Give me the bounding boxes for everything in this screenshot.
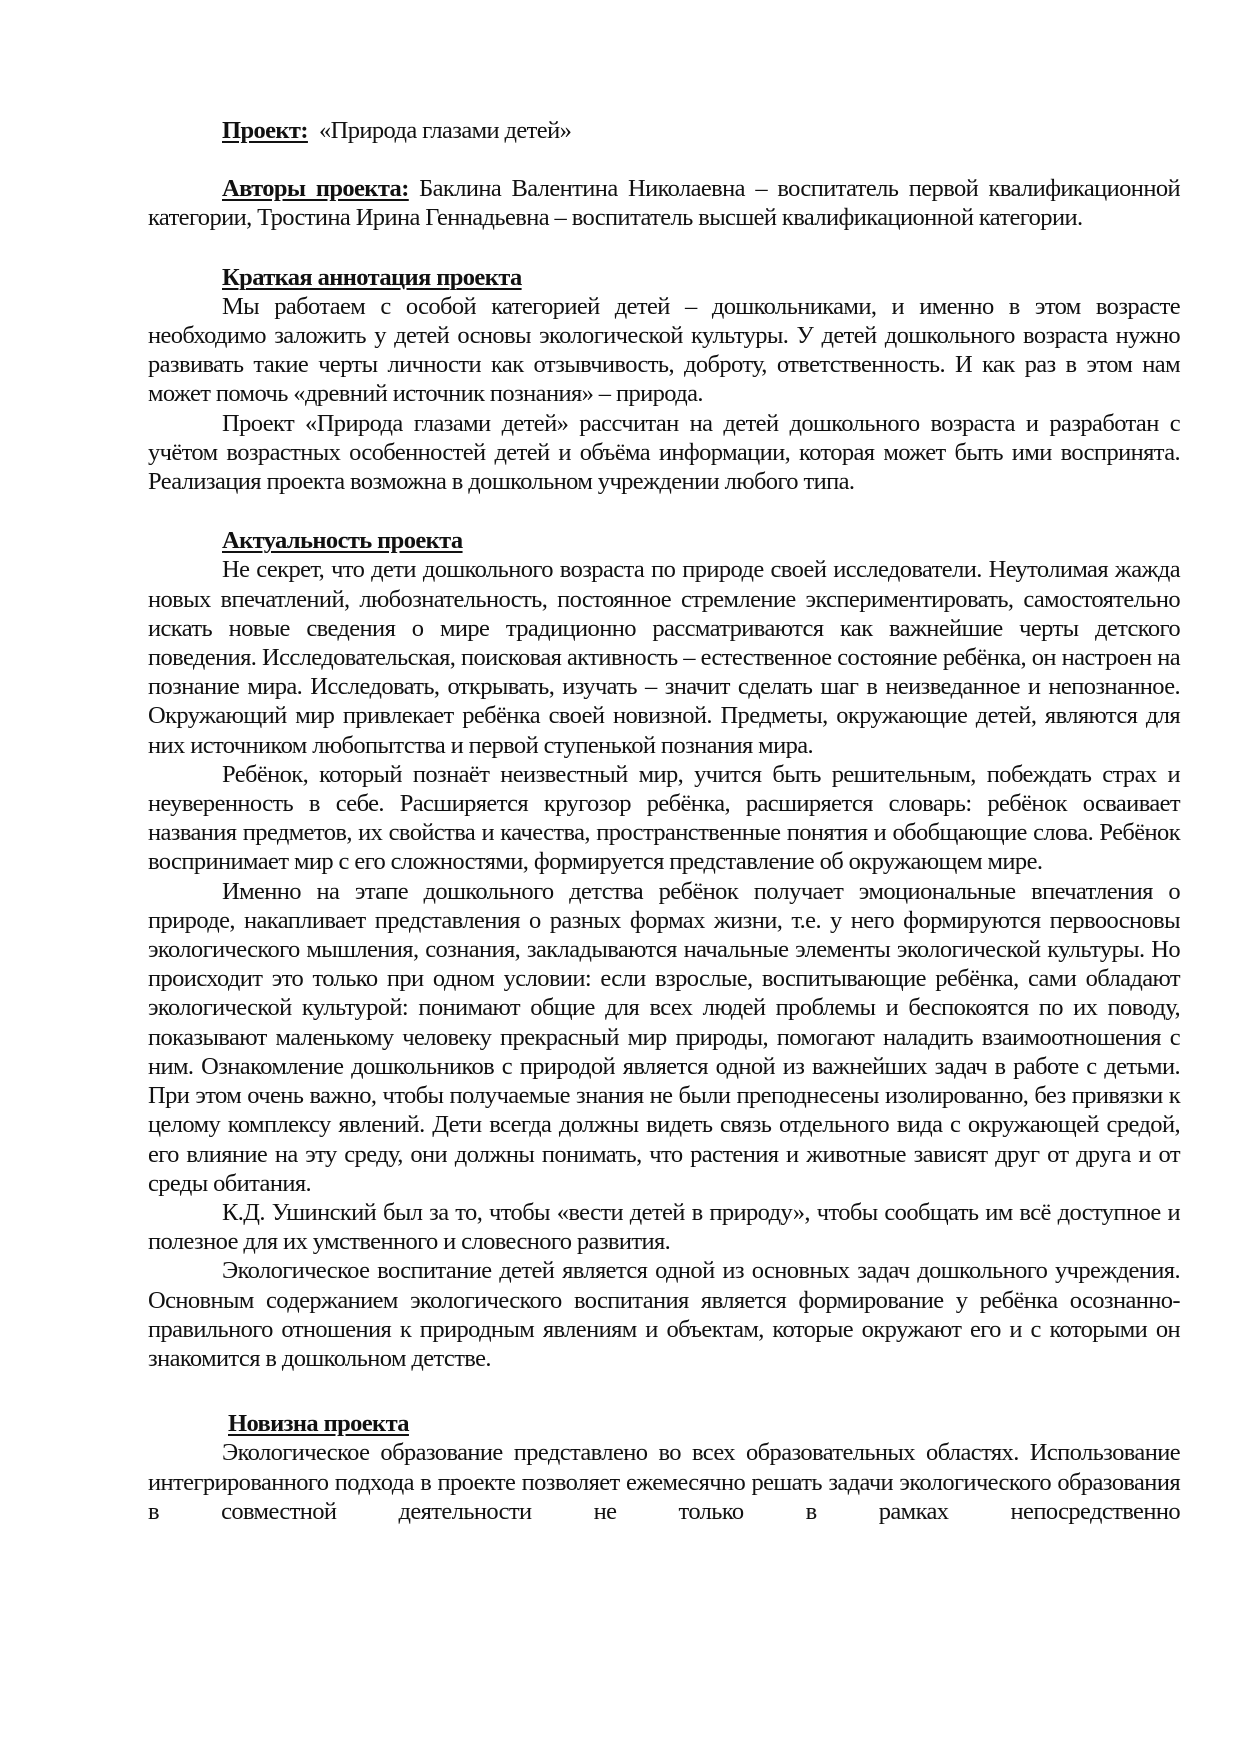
paragraph: Экологическое образование представлено во всех образовательных областях. Использование интегрированного подхода в проекте позволяет ежемесячно решать задачи экологического образования в совместной деятельности не только в рамках непосредственно [148,1439,1180,1525]
paragraph: Ребёнок, который познаёт неизвестный мир, учится быть решительным, побеждать страх и неуверенность в себе. Расширяется кругозор ребёнка, расширяется словарь: ребёнок осваивает названия предметов, их свойства и качества, пространственные понятия и обобщающие слова. Ребёнок воспринимает мир с его сложностями, формируется представление об окружающем мире. [148,760,1180,876]
project-title: «Природа глазами детей» [318,117,572,144]
authors-text: Баклина Валентина Николаевна – воспитатель первой квалификационной категории, Тростина Ирина Геннадьевна – воспитатель высшей квалификационной категории. [148,175,1180,232]
section-heading-novelty: Новизна проекта [228,1410,409,1438]
paragraph: Не секрет, что дети дошкольного возраста по природе своей исследователи. Неутолимая жажда новых впечатлений, любознательность, постоянное стремление экспериментировать, самостоятельно искать новые сведения о мире традиционно рассматриваются как важнейшие черты детского поведения. Исследовательская, поисковая активность – естественное состояние ребёнка, он настроен на познание мира. Исследовать, открывать, изучать – значит сделать шаг в неизведанное и непознанное. Окружающий мир привлекает ребёнка своей новизной. Предметы, окружающие детей, являются для них источником любопытства и первой ступенькой познания мира. [148,556,1180,759]
authors-label: Авторы проекта: [222,175,409,203]
section-heading-relevance: Актуальность проекта [222,527,463,555]
section-annotation [148,263,1180,497]
project-title-line [148,116,1180,145]
paragraph: Именно на этапе дошкольного детства ребёнок получает эмоциональные впечатления о природе, накапливает представления о разных формах жизни, т.е. у него формируются первоосновы экологического мышления, сознания, закладываются начальные элементы экологической культуры. Но происходит это только при одном условии: если взрослые, воспитывающие ребёнка, сами обладают экологической культурой: понимают общие для всех людей проблемы и беспокоятся по их поводу, показывают маленькому человеку прекрасный мир природы, помогают наладить взаимоотношения с ним. Ознакомление дошкольников с природой является одной из важнейших задач в работе с детьми. При этом очень важно, чтобы получаемые знания не были преподнесены изолированно, без привязки к целому комплексу явлений. Дети всегда должны видеть связь отдельного вида с окружающей средой, его влияние на эту среду, они должны понимать, что растения и животные зависят друг от друга и от среды обитания. [148,877,1180,1197]
paragraph: Мы работаем с особой категорией детей – дошкольниками, и именно в этом возрасте необходимо заложить у детей основы экологической культуры. У детей дошкольного возраста нужно развивать такие черты личности как отзывчивость, доброту, ответственность. И как раз в этом нам может помочь «древний источник познания» – природа. [148,292,1180,408]
paragraph: Проект «Природа глазами детей» рассчитан на детей дошкольного возраста и разработан с учётом возрастных особенностей детей и объёма информации, которая может быть ими воспринята. Реализация проекта возможна в дошкольном учреждении любого типа. [148,409,1180,496]
section-heading-annotation: Краткая аннотация проекта [222,263,522,291]
authors-paragraph [148,174,1180,232]
project-label: Проект: [222,117,308,144]
section-novelty [148,1409,1180,1526]
section-relevance [148,526,1180,1373]
paragraph: Экологическое воспитание детей является одной из основных задач дошкольного учреждения. Основным содержанием экологического воспитания является формирование у ребёнка осознанно-правильного отношения к природным явлениям и объектам, которые окружают его и с которыми он знакомится в дошкольном детстве. [148,1257,1180,1372]
paragraph: К.Д. Ушинский был за то, чтобы «вести детей в природу», чтобы сообщать им всё доступное и полезное для их умственного и словесного развития. [148,1198,1180,1256]
document-page [148,116,1180,1526]
